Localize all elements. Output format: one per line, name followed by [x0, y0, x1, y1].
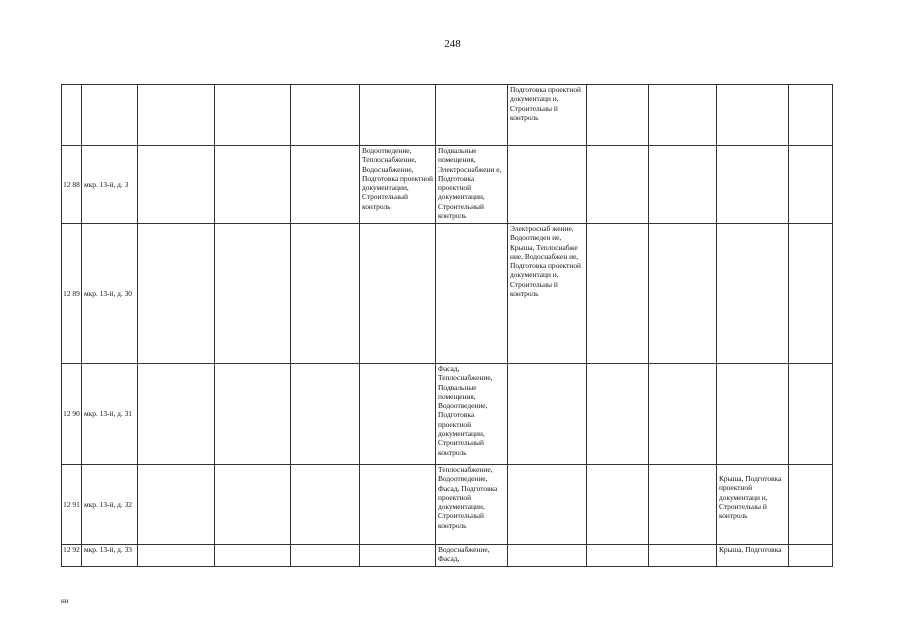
row-number-cell	[62, 85, 82, 146]
table-row	[62, 85, 833, 146]
work-types-cell	[508, 146, 587, 224]
empty-cell	[138, 545, 215, 567]
table-row	[62, 545, 833, 567]
work-types-cell	[360, 224, 436, 364]
empty-cell	[138, 224, 215, 364]
table-row	[62, 224, 833, 364]
row-number-cell: 12 89	[62, 224, 82, 364]
row-number-cell: 12 90	[62, 364, 82, 465]
row-number-cell: 12 92	[62, 545, 82, 567]
address-cell: мкр. 13-й, д. 30	[82, 224, 138, 364]
empty-cell	[291, 146, 360, 224]
empty-cell	[587, 545, 649, 567]
work-types-cell	[360, 545, 436, 567]
empty-cell	[789, 545, 833, 567]
work-types-cell: Крыша, Подготовка	[717, 545, 789, 567]
empty-cell	[215, 146, 291, 224]
address-cell	[82, 85, 138, 146]
work-types-cell	[717, 224, 789, 364]
work-types-cell: Водоснабжение, Фасад,	[436, 545, 508, 567]
table-body	[62, 85, 833, 567]
table-row	[62, 146, 833, 224]
page-number: 248	[444, 38, 461, 50]
empty-cell	[587, 364, 649, 465]
work-types-cell	[717, 146, 789, 224]
work-types-cell: Электроснаб жение, Водоотведен ие, Крыша, Теплоснабже ние, Водоснабжен ие, Подготовка проектной документаци и, Строительны й контроль	[508, 224, 587, 364]
work-types-cell	[717, 364, 789, 465]
row-number-cell: 12 91	[62, 465, 82, 545]
empty-cell	[587, 465, 649, 545]
empty-cell	[138, 465, 215, 545]
empty-cell	[649, 465, 717, 545]
work-types-cell	[360, 465, 436, 545]
empty-cell	[587, 224, 649, 364]
work-types-cell: Водоотведение, Теплоснабжение, Водоснабжение, Подготовка проектной документации, Строительный контроль	[360, 146, 436, 224]
empty-cell	[587, 85, 649, 146]
work-types-cell	[360, 85, 436, 146]
empty-cell	[789, 465, 833, 545]
work-types-cell: Подготовка проектной документаци и, Строительны й контроль	[508, 85, 587, 146]
work-types-cell	[360, 364, 436, 465]
empty-cell	[649, 85, 717, 146]
work-types-cell	[717, 85, 789, 146]
work-types-cell: Теплоснабжение, Водоотведение, Фасад, Подготовка проектной документации, Строительный контроль	[436, 465, 508, 545]
empty-cell	[789, 146, 833, 224]
empty-cell	[789, 364, 833, 465]
address-cell: мкр. 13-й, д. 3	[82, 146, 138, 224]
empty-cell	[291, 85, 360, 146]
footer-mark: нн	[61, 597, 69, 605]
work-types-cell	[508, 465, 587, 545]
empty-cell	[138, 85, 215, 146]
empty-cell	[138, 364, 215, 465]
empty-cell	[215, 85, 291, 146]
address-cell: мкр. 13-й, д. 31	[82, 364, 138, 465]
address-cell: мкр. 13-й, д. 33	[82, 545, 138, 567]
empty-cell	[649, 224, 717, 364]
work-types-cell: Крыша, Подготовка проектной документаци и, Строительны й контроль	[717, 465, 789, 545]
work-types-cell	[436, 224, 508, 364]
empty-cell	[789, 224, 833, 364]
empty-cell	[215, 364, 291, 465]
empty-cell	[649, 545, 717, 567]
empty-cell	[291, 224, 360, 364]
work-schedule-table	[61, 84, 833, 567]
empty-cell	[649, 364, 717, 465]
empty-cell	[215, 545, 291, 567]
empty-cell	[291, 545, 360, 567]
empty-cell	[291, 364, 360, 465]
table-row	[62, 465, 833, 545]
empty-cell	[215, 465, 291, 545]
work-types-cell: Фасад, Теплоснабжение, Подвальные помещения, Водоотведение, Подготовка проектной документации, Строительный контроль	[436, 364, 508, 465]
work-types-cell	[508, 545, 587, 567]
empty-cell	[138, 146, 215, 224]
empty-cell	[215, 224, 291, 364]
work-types-cell	[436, 85, 508, 146]
empty-cell	[789, 85, 833, 146]
table-row	[62, 364, 833, 465]
empty-cell	[587, 146, 649, 224]
empty-cell	[291, 465, 360, 545]
empty-cell	[649, 146, 717, 224]
address-cell: мкр. 13-й, д. 32	[82, 465, 138, 545]
work-types-cell	[508, 364, 587, 465]
work-types-cell: Подвальные помещения, Электроснабжени е, Подготовка проектной документации, Строительный контроль	[436, 146, 508, 224]
row-number-cell: 12 88	[62, 146, 82, 224]
